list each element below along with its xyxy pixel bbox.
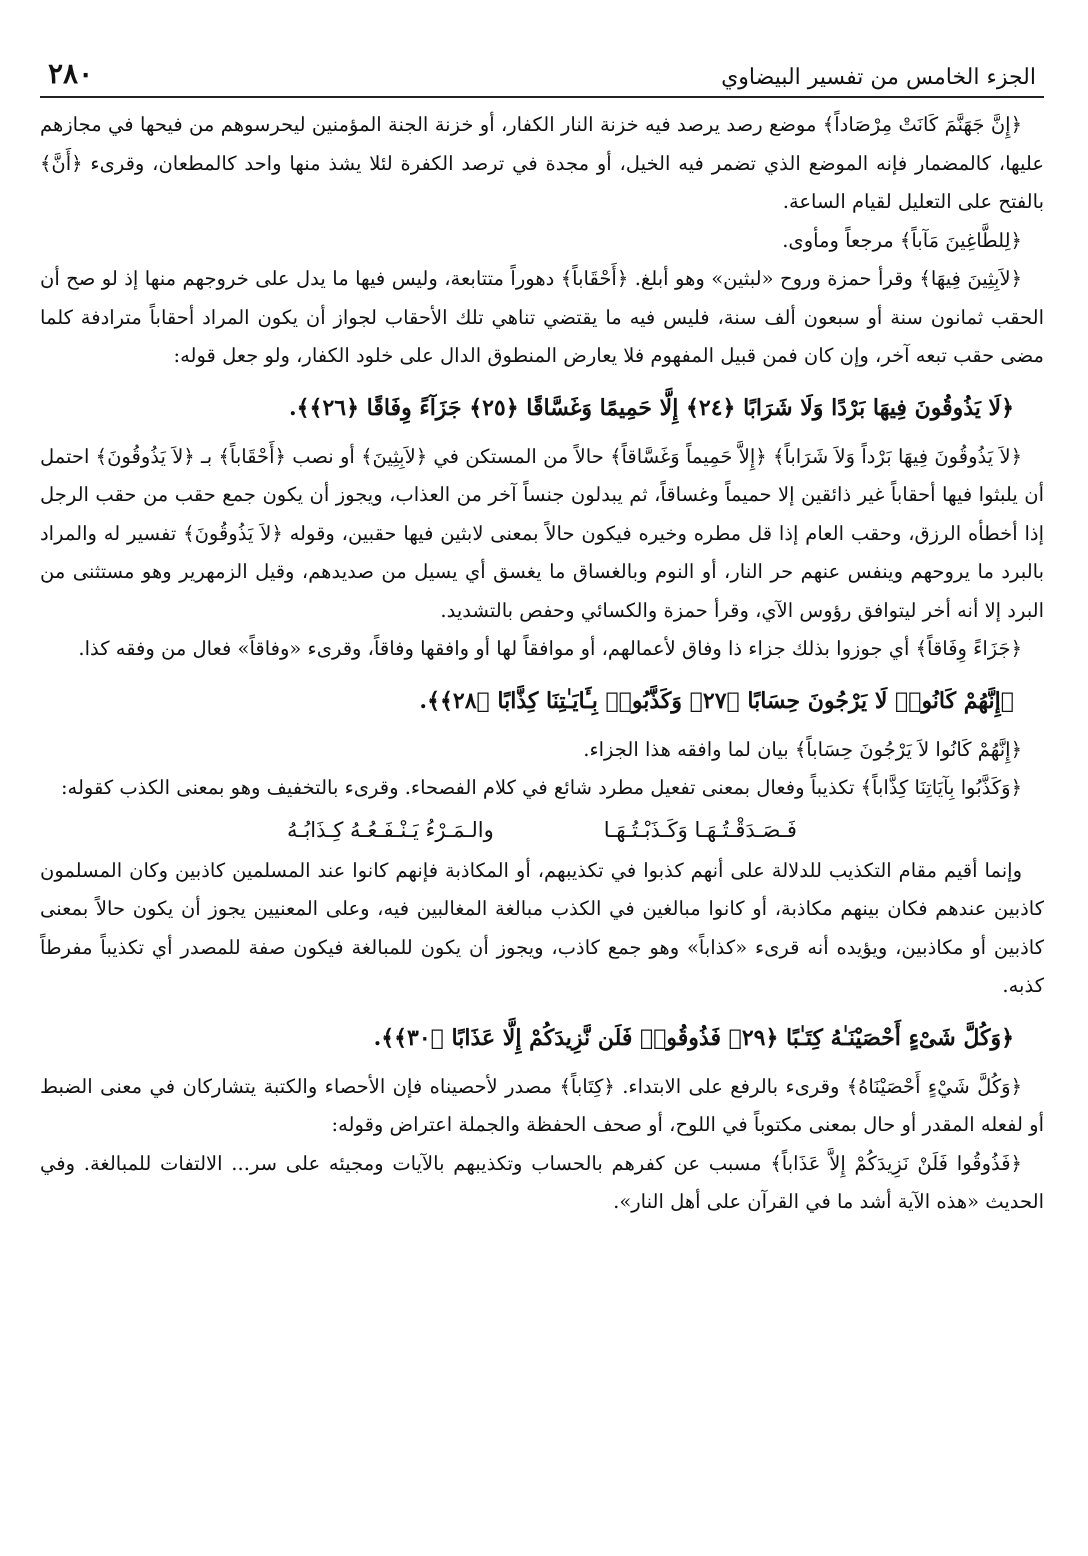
quran-verse-block: ﴿لَا يَذُوقُونَ فِيهَا بَرْدًا وَلَا شَرَابًا ﴿٢٤﴾ إِلَّا حَمِيمًا وَغَسَّاقًا ﴿٢٥﴾ جَزَآءً وِفَاقًا ﴿٢٦﴾﴾. bbox=[288, 394, 1014, 421]
poem-first-hemistich: فَـصَـدَقْـتُـهَـا وَكَـذَبْـتُـهَـا bbox=[603, 817, 797, 842]
quran-verse-block: ﴿إِنَّهُمْ كَانُوا۟ لَا يَرْجُونَ حِسَابًا ﴿٢٧﴾ وَكَذَّبُوا۟ بِـَٔايَـٰتِنَا كِذَّابًا ﴿٢٨﴾﴾. bbox=[419, 687, 1014, 714]
commentary-paragraph: ﴿لاَ يَذُوقُونَ فِيهَا بَرْداً وَلاَ شَرَاباً﴾ ﴿إِلاَّ حَمِيماً وَغَسَّاقاً﴾ حالاً من المستكن في ﴿لاَبِثِينَ﴾ أو نصب ﴿أَحْقَاباً﴾ بـ ﴿لاَ يَذُوقُونَ﴾ احتمل أن يلبثوا فيها أحقاباً غير ذائقين إلا حميماً وغساقاً، ثم يبدلون جنساً آخر من العذاب، ويجوز أن يكون جمع حقب من حقب الرجل إذا أخطأه الرزق، وحقب العام إذا قل مطره وخيره فيكون حالاً بمعنى لابثين فيها حقبين، وقوله ﴿لاَ يَذُوقُونَ﴾ تفسير له والمراد بالبرد ما يروحهم وينفس عنهم حر النار، أو النوم وبالغساق ما يغسق أي يسيل من صديدهم، وقيل الزمهرير وهو مستثنى من البرد إلا أنه أخر ليتوافق رؤوس الآي، وقرأ حمزة والكسائي وحفص بالتشديد. bbox=[40, 444, 1044, 622]
commentary-paragraph: ﴿فَذُوقُوا فَلَنْ نَزِيدَكُمْ إِلاَّ عَذَاباً﴾ مسبب عن كفرهم بالحساب وتكذيبهم بالآيات ومجيئه على سر... الالتفات للمبالغة. وفي الحديث «هذه الآية أشد ما في القرآن على أهل النار». bbox=[40, 1151, 1044, 1213]
commentary-paragraph: ﴿وَكُلَّ شَيْءٍ أَحْصَيْنَاهُ﴾ وقرىء بالرفع على الابتداء. ﴿كِتَاباً﴾ مصدر لأحصيناه فإن الأحصاء والكتبة يتشاركان في معنى الضبط أو لفعله المقدر أو حال بمعنى مكتوباً في اللوح، أو صحف الحفظة والجملة اعتراض وقوله: bbox=[40, 1074, 1044, 1136]
book-title: الجزء الخامس من تفسير البيضاوي bbox=[721, 65, 1036, 90]
poem-second-hemistich: والـمَـرْءُ يَـنْـفَـعُـهُ كِـذَابُـهُ bbox=[287, 817, 494, 842]
commentary-paragraph: ﴿جَزَاءً وِفَاقاً﴾ أي جوزوا بذلك جزاء ذا وفاق لأعمالهم، أو موافقاً لها أو وافقها وفاقاً، وقرىء «وفاقاً» فعال من وفقه كذا. bbox=[78, 637, 1022, 660]
page-number: ٢٨٠ bbox=[48, 57, 94, 90]
commentary-paragraph: ﴿إِنَّهُمْ كَانُوا لاَ يَرْجُونَ حِسَاباً﴾ بيان لما وافقه هذا الجزاء. bbox=[583, 737, 1022, 761]
commentary-paragraph: ﴿لاَبِثِينَ فِيهَا﴾ وقرأ حمزة وروح «لبثين» وهو أبلغ. ﴿أَحْقَاباً﴾ دهوراً متتابعة، وليس فيها ما يدل على خروجهم منها إذ لو صح أن الحقب ثمانون سنة أو سبعون ألف سنة، فليس فيه ما يقتضي تناهي تلك الأحقاب لجواز أن يكون المراد أحقاباً مترادفة كلما مضى حقب تبعه آخر، وإن كان فمن قبيل المفهوم فلا يعارض المنطوق الدال على خلود الكفار، ولو جعل قوله: bbox=[40, 267, 1044, 367]
commentary-paragraph: ﴿إِنَّ جَهَنَّمَ كَانَتْ مِرْصَاداً﴾ موضع رصد يرصد فيه خزنة النار الكفار، أو خزنة الجنة المؤمنين ليحرسوهم من فيحها في مجازهم عليها، كالمضمار فإنه الموضع الذي تضمر فيه الخيل، أو مجدة في ترصد الكفرة لئلا يشذ منها واحد كالمطعان، وقرىء ﴿أَنَّ﴾ بالفتح على التعليل لقيام الساعة. bbox=[40, 113, 1044, 213]
running-header bbox=[40, 54, 1044, 98]
commentary-paragraph: وإنما أقيم مقام التكذيب للدلالة على أنهم كذبوا في تكذيبهم، أو المكاذبة فإنهم كانوا عند المسلمين كاذبين وكان المسلمون كاذبين عندهم فكان بينهم مكاذبة، أو كانوا مبالغين في الكذب مبالغة المغالبين فيه، وعلى المعنيين يجوز أن يكون حالاً بمعنى كاذبين أو مكاذبين، ويؤيده أنه قرىء «كذاباً» وهو جمع كاذب، ويجوز أن يكون للمبالغة فيكون صفة للمصدر أي تكذيباً مفرطاً كذبه. bbox=[40, 858, 1044, 997]
poetry-line bbox=[40, 810, 1044, 850]
quran-verse-block: ﴿وَكُلَّ شَىْءٍ أَحْصَيْنَـٰهُ كِتَـٰبًا ﴿٢٩﴾ فَذُوقُوا۟ فَلَن نَّزِيدَكُمْ إِلَّا عَذَابًا ﴿٣٠﴾﴾. bbox=[373, 1024, 1014, 1051]
page-body bbox=[40, 98, 1044, 1222]
commentary-paragraph: ﴿وَكَذَّبُوا بِآيَاتِنَا كِذَّاباً﴾ تكذيباً وفعال بمعنى تفعيل مطرد شائع في كلام الفصحاء. وقرىء بالتخفيف وهو بمعنى الكذب كقوله: bbox=[60, 776, 1022, 799]
commentary-paragraph: ﴿لِلطَّاغِينَ مَآباً﴾ مرجعاً ومأوى. bbox=[782, 228, 1022, 252]
